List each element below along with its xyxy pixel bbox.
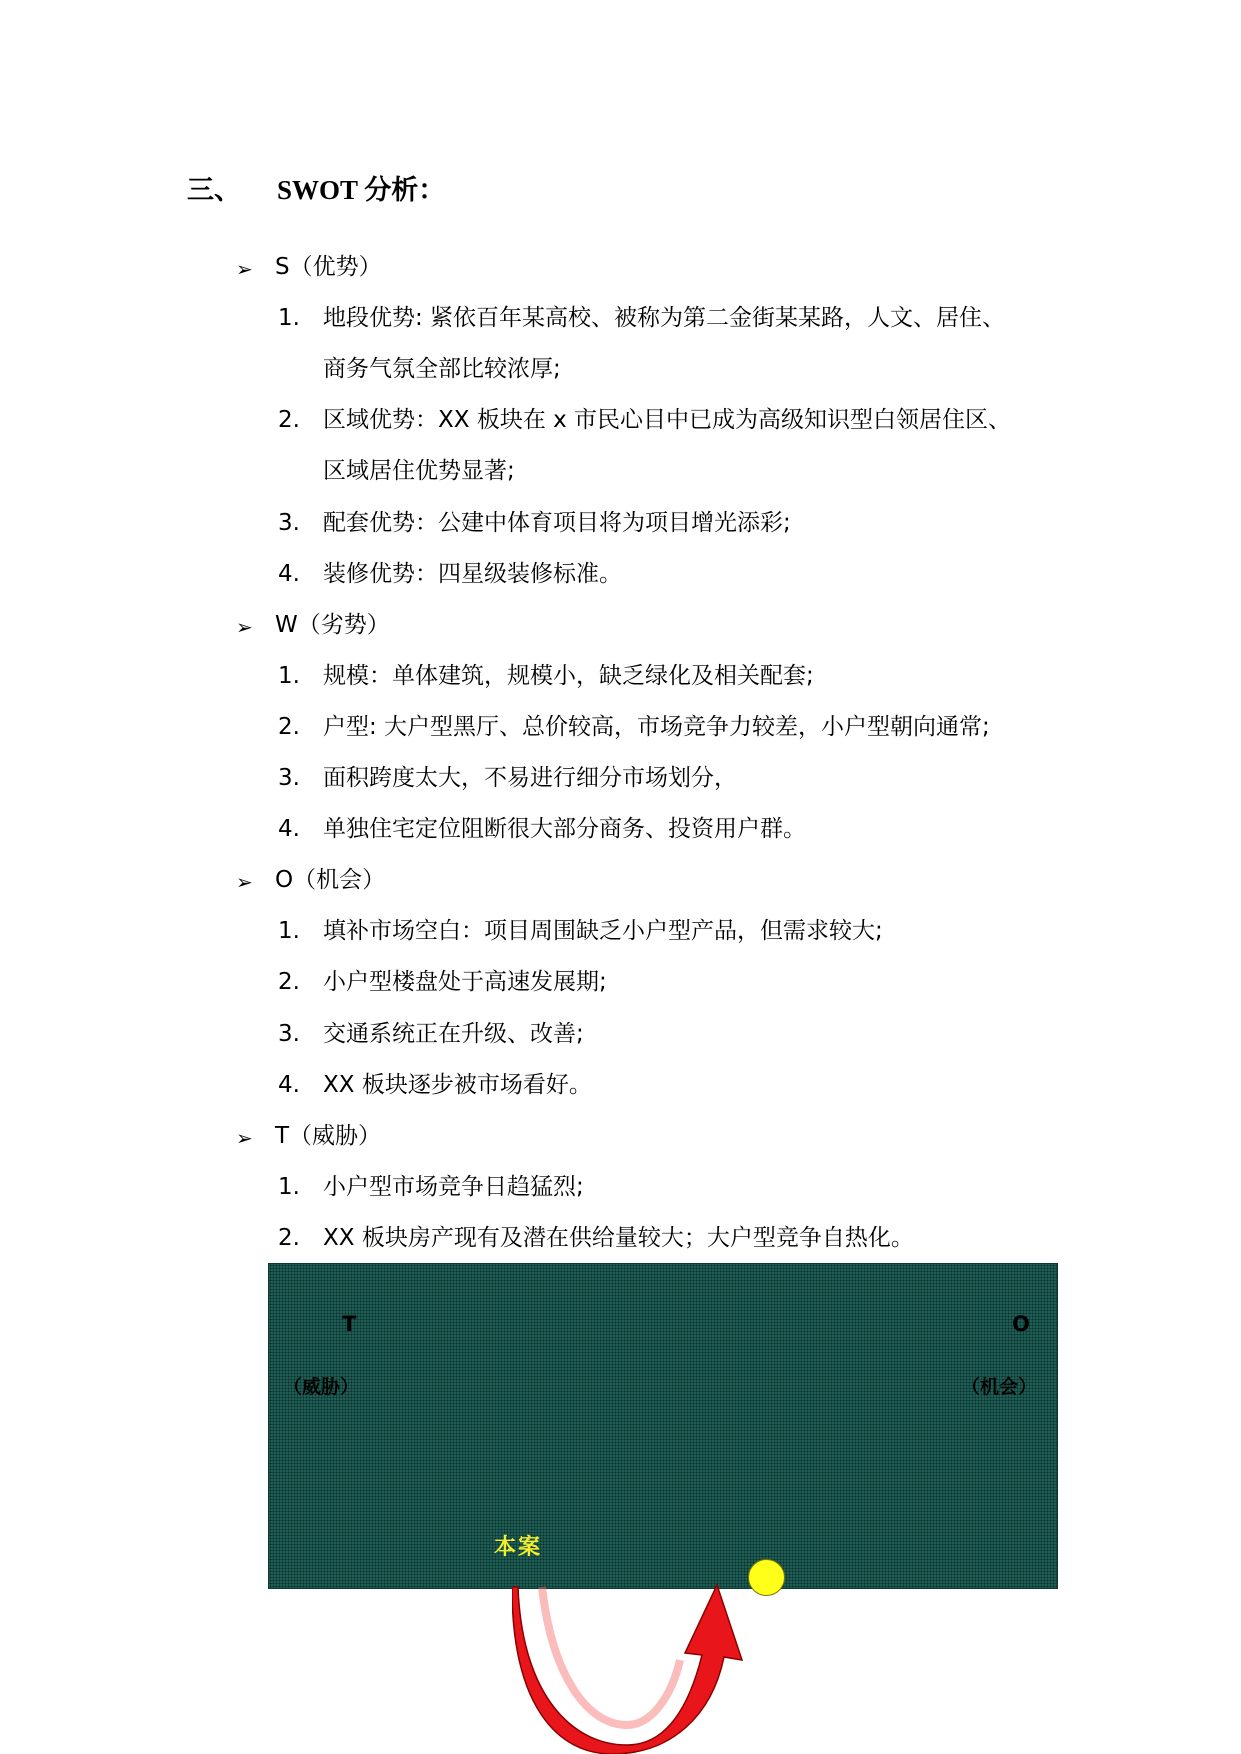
item-number: 4. [278, 816, 300, 843]
item-number: 1. [278, 662, 300, 689]
item-text: 地段优势: 紧依百年某高校、被称为第二金街某某路，人文、居住、 [323, 305, 1006, 332]
item-number: 2. [278, 1224, 300, 1251]
item-text: 户型: 大户型黑厅、总价较高，市场竞争力较差，小户型朝向通常; [323, 713, 990, 740]
item-text: 小户型市场竞争日趋猛烈; [323, 1173, 584, 1200]
case-label: 本案 [494, 1535, 543, 1560]
item-text: 装修优势：四星级装修标准。 [323, 560, 622, 587]
swot-diagram-box [268, 1263, 1058, 1589]
bullet-icon: ➢ [236, 614, 253, 639]
item-text: 单独住宅定位阻断很大部分商务、投资用户群。 [323, 816, 806, 843]
opportunity-letter: O [1012, 1312, 1030, 1336]
item-number: 4. [278, 1071, 300, 1098]
item-number: 4. [278, 560, 300, 587]
item-number: 1. [278, 305, 300, 332]
section-heading [187, 168, 445, 207]
item-text: 区域居住优势显著; [323, 458, 515, 485]
item-text: XX 板块房产现有及潜在供给量较大；大户型竞争自热化。 [323, 1224, 914, 1251]
item-text: 规模：单体建筑，规模小，缺乏绿化及相关配套; [323, 662, 814, 689]
section-title: T（威胁） [275, 1122, 382, 1149]
section-title: O（机会） [275, 867, 386, 894]
item-number: 3. [278, 1020, 300, 1047]
item-text: 配套优势：公建中体育项目将为项目增光添彩; [323, 509, 791, 536]
heading-number: 三、 [187, 175, 241, 205]
item-number: 3. [278, 765, 300, 791]
item-text: 填补市场空白：项目周围缺乏小户型产品，但需求较大; [323, 918, 883, 945]
bullet-icon: ➢ [236, 1125, 253, 1150]
threat-letter: T [342, 1312, 357, 1336]
project-position-dot [748, 1559, 785, 1596]
bullet-icon: ➢ [236, 870, 253, 895]
item-text: 商务气氛全部比较浓厚; [323, 356, 561, 383]
item-text: 小户型楼盘处于高速发展期; [323, 969, 607, 996]
opportunity-label: （机会） [961, 1376, 1038, 1398]
item-text: 交通系统正在升级、改善; [323, 1020, 584, 1047]
item-number: 2. [278, 969, 300, 996]
item-text: XX 板块逐步被市场看好。 [323, 1071, 592, 1098]
item-number: 2. [278, 713, 300, 740]
item-number: 3. [278, 509, 300, 536]
heading-title: SWOT 分析： [277, 175, 446, 205]
item-number: 2. [278, 407, 300, 434]
item-number: 1. [278, 918, 300, 945]
section-title: W（劣势） [275, 611, 390, 638]
item-text: 区域优势：XX 板块在 x 市民心目中已成为高级知识型白领居住区、 [323, 407, 1012, 434]
item-number: 1. [278, 1173, 300, 1200]
curved-arrow-icon [512, 1575, 752, 1754]
section-title: S（优势） [275, 254, 382, 280]
bullet-icon: ➢ [236, 257, 253, 281]
item-text: 面积跨度太大，不易进行细分市场划分， [323, 765, 737, 791]
threat-label: （威胁） [283, 1376, 360, 1398]
